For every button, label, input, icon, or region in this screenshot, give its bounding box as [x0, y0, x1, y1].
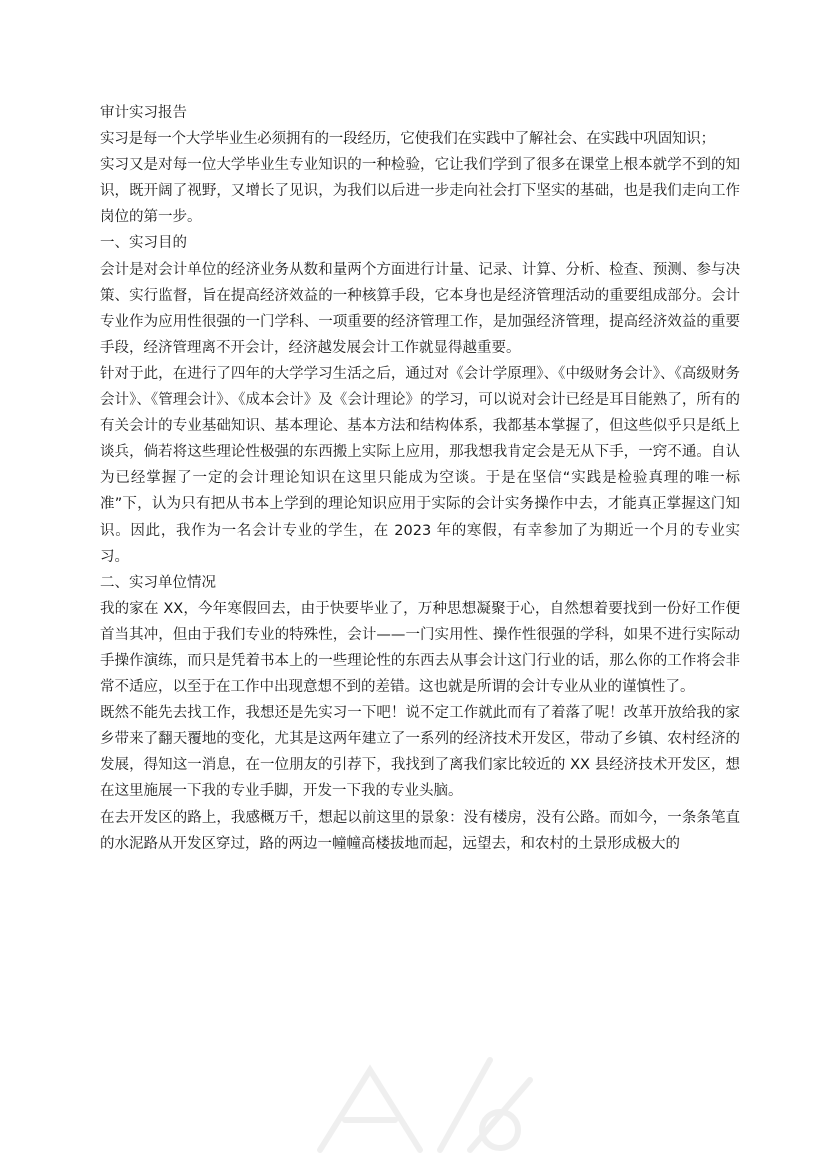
document-body	[100, 100, 740, 857]
unit-paragraph-1: 我的家在 XX，今年寒假回去，由于快要毕业了，万种思想凝聚于心，自然想着要找到一份好工作便首当其冲，但由于我们专业的特殊性，会计——一门实用性、操作性很强的学科，如果不进行实际动手操作演练，而只是凭着书本上的一些理论性的东西去从事会计这门行业的话，那么你的工作将会非常不适应，以至于在工作中出现意想不到的差错。这也就是所谓的会计专业从业的谨慎性了。	[100, 600, 740, 696]
purpose-paragraph-1: 会计是对会计单位的经济业务从数和量两个方面进行计量、记录、计算、分析、检查、预测、参与决策、实行监督，旨在提高经济效益的一种核算手段，它本身也是经济管理活动的重要组成部分。会计专业作为应用性很强的一门学科、一项重要的经济管理工作，是加强经济管理，提高经济效益的重要手段，经济管理离不开会计，经济越发展会计工作就显得越重要。	[100, 261, 740, 356]
purpose-paragraph-2: 针对于此，在进行了四年的大学学习生活之后，通过对《会计学原理》、《中级财务会计》、《高级财务会计》、《管理会计》、《成本会计》及《会计理论》的学习，可以说对会计已经是耳目能熟了，所有的有关会计的专业基础知识、基本理论、基本方法和结构体系，我都基本掌握了，但这些似乎只是纸上谈兵，倘若将这些理论性极强的东西搬上实际上应用，那我想我肯定会是无从下手，一窍不通。自认为已经掌握了一定的会计理论知识在这里只能成为空谈。于是在坚信“实践是检验真理的唯一标准”下，认为只有把从书本上学到的理论知识应用于实际的会计实务操作中去，才能真正掌握这门知识。因此，我作为一名会计专业的学生，在 2023 年的寒假，有幸参加了为期近一个月的专业实习。	[100, 365, 740, 565]
unit-paragraph-3: 在去开发区的路上，我感概万千，想起以前这里的景象：没有楼房，没有公路。而如今，一条条笔直的水泥路从开发区穿过，路的两边一幢幢高楼拔地而起，远望去，和农村的土景形成极大的	[100, 809, 740, 852]
section-heading-purpose: 一、实习目的	[100, 235, 187, 252]
watermark-logo-icon	[300, 1040, 560, 1160]
intro-paragraph-1: 实习是每一个大学毕业生必须拥有的一段经历，它使我们在实践中了解社会、在实践中巩固知识；	[100, 131, 715, 148]
document-title: 审计实习报告	[100, 105, 187, 121]
section-heading-unit: 二、实习单位情况	[100, 574, 216, 591]
intro-paragraph-2: 实习又是对每一位大学毕业生专业知识的一种检验，它让我们学到了很多在课堂上根本就学不到的知识，既开阔了视野，又增长了见识，为我们以后进一步走向社会打下坚实的基础，也是我们走向工作岗位的第一步。	[100, 157, 740, 226]
unit-paragraph-2: 既然不能先去找工作，我想还是先实习一下吧！说不定工作就此而有了着落了呢！改革开放给我的家乡带来了翻天覆地的变化，尤其是这两年建立了一系列的经济技术开发区，带动了乡镇、农村经济的发展，得知这一消息，在一位朋友的引荐下，我找到了离我们家比较近的 XX 县经济技术开发区，想在这里施展一下我的专业手脚，开发一下我的专业头脑。	[100, 705, 740, 800]
